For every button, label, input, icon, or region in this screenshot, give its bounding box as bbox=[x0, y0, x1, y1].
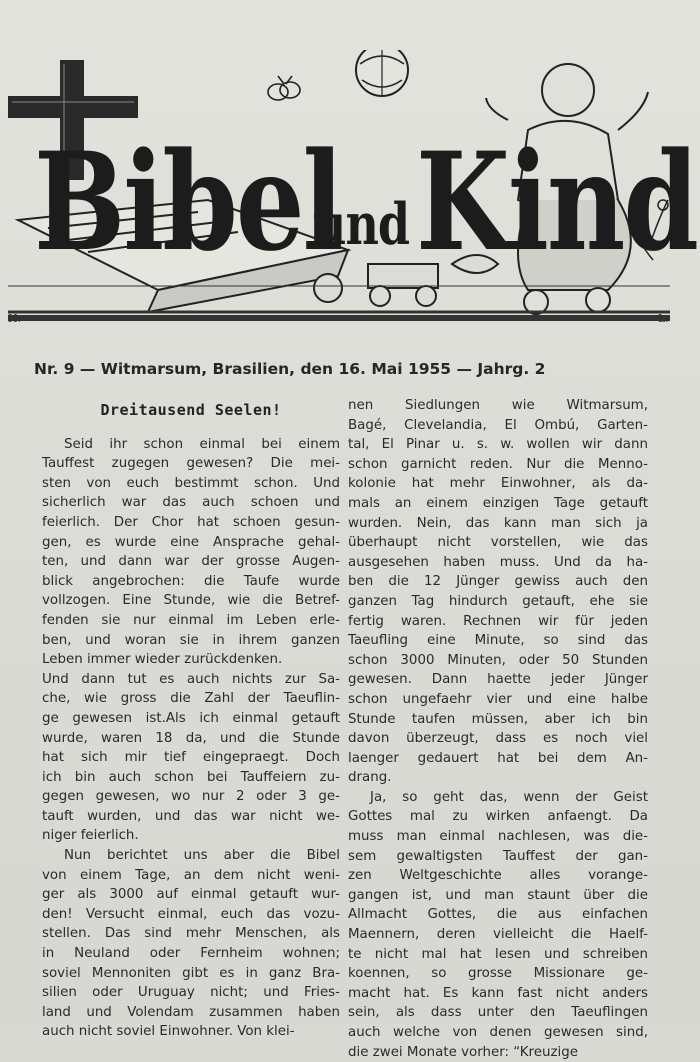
text-line: hat sich mir tief eingepraegt. Doch bbox=[42, 750, 340, 766]
text-line: fertig waren. Rechnen wir für jeden bbox=[348, 613, 648, 629]
text-line: blick angebrochen: die Taufe wurde bbox=[42, 573, 340, 589]
article-left-column bbox=[42, 395, 340, 1042]
text-line: zen Weltgeschichte alles vorange- bbox=[348, 868, 648, 884]
ball-icon bbox=[356, 50, 408, 96]
text-line: soviel Mennoniten gibt es in ganz Bra- bbox=[42, 965, 340, 981]
text-line: ganzen Tag hindurch getauft, ehe sie bbox=[348, 593, 648, 609]
masthead-title-bibel: Bibel bbox=[34, 124, 342, 282]
text-line: schon garnicht reden. Nur die Menno- bbox=[348, 456, 648, 472]
text-line: ge gewesen ist.Als ich einmal getauft bbox=[42, 710, 340, 726]
text-line: den! Versucht einmal, euch das vozu- bbox=[42, 906, 340, 922]
text-line: ten, und dann war der grosse Augen- bbox=[42, 554, 340, 570]
masthead-title-kind: Kind bbox=[416, 124, 697, 282]
text-line: Seid ihr schon einmal bei einem bbox=[64, 436, 340, 452]
text-line: Allmacht Gottes, die aus einfachen bbox=[348, 907, 648, 923]
text-line: te nicht mal hat lesen und schreiben bbox=[348, 946, 648, 962]
text-line: silien oder Uruguay nicht; und Fries- bbox=[42, 985, 340, 1001]
text-line: gegen gewesen, wo nur 2 oder 3 ge- bbox=[42, 789, 340, 805]
text-line: Tauffest zugegen gewesen? Die mei- bbox=[42, 456, 340, 472]
text-line: in Neuland oder Fernheim wohnen; bbox=[42, 946, 340, 962]
issue-line: Nr. 9 — Witmarsum, Brasilien, den 16. Mai 1955 — Jahrg. 2 bbox=[34, 360, 546, 378]
text-line: auch welche von denen gewesen sind, bbox=[348, 1025, 648, 1040]
text-line: gen, es wurde eine Ansprache gehal- bbox=[42, 534, 340, 550]
text-line: auch nicht soviel Einwohner. Von klei- bbox=[42, 1024, 295, 1040]
text-line: laenger gedauert hat bei dem An- bbox=[348, 750, 648, 766]
article-headline: Dreitausend Seelen! bbox=[100, 401, 282, 419]
text-line: Stunde taufen müssen, aber ich bin bbox=[348, 711, 648, 727]
text-line: nen Siedlungen wie Witmarsum, bbox=[348, 398, 648, 413]
text-line: ger als 3000 auf einmal getauft wur- bbox=[42, 887, 340, 903]
text-line: niger feierlich. bbox=[42, 828, 139, 844]
artist-mark-left: H. bbox=[8, 312, 22, 325]
text-line: macht hat. Es kann fast nicht anders bbox=[348, 985, 648, 1001]
artist-mark-right: L. bbox=[658, 312, 669, 325]
text-line: von einem Tage, an dem nicht weni- bbox=[42, 867, 340, 883]
text-line: ben die 12 Jünger gewiss auch den bbox=[348, 574, 648, 590]
text-line: fenden sie nur einmal im Leben erle- bbox=[42, 612, 340, 628]
text-line: sten von euch bestimmt schon. Und bbox=[42, 475, 340, 491]
text-line: überhaupt nicht vorstellen, wie das bbox=[348, 535, 648, 551]
text-line: schon 3000 Minuten, oder 50 Stunden bbox=[348, 652, 648, 668]
text-line: tal, El Pinar u. s. w. wollen wir dann bbox=[348, 437, 648, 453]
article-right-column bbox=[348, 396, 648, 1062]
text-line: muss man einmal nachlesen, was die- bbox=[348, 829, 648, 845]
text-line: tauft wurden, und das war nicht we- bbox=[42, 808, 340, 824]
text-line: Maennern, deren vielleicht die Haelf- bbox=[348, 927, 648, 943]
text-line: sem gewaltigsten Tauffest der gan- bbox=[348, 848, 648, 864]
text-line: Und dann tut es auch nichts zur Sa- bbox=[42, 671, 340, 687]
text-line: Leben immer wieder zurückdenken. bbox=[42, 652, 283, 668]
text-line: wurden. Nein, das kann man sich ja bbox=[348, 515, 648, 531]
left-column-text bbox=[42, 435, 340, 1042]
right-column-text bbox=[348, 396, 648, 1062]
text-line: Bagé, Clevelandia, El Ombú, Garten- bbox=[348, 417, 648, 433]
butterfly-icon bbox=[268, 76, 300, 100]
text-line: kolonie hat mehr Einwohner, als da- bbox=[348, 476, 648, 492]
text-line: drang. bbox=[348, 770, 392, 786]
text-line: land und Volendam zusammen haben bbox=[42, 1004, 340, 1020]
masthead bbox=[8, 50, 697, 330]
text-line: gangen ist, und man staunt über die bbox=[348, 887, 648, 903]
text-line: mals an einem einzigen Tage getauft bbox=[348, 495, 648, 511]
text-line: sicherlich war das auch schoen und bbox=[42, 495, 340, 511]
text-line: die zwei Monate vorher: “Kreuzige bbox=[348, 1044, 578, 1060]
text-line: Taeufling eine Minute, so sind das bbox=[348, 633, 648, 649]
text-line: koennen, so grosse Missionare ge- bbox=[348, 966, 648, 982]
text-line: che, wie gross die Zahl der Taeuflin- bbox=[42, 691, 340, 707]
text-line: Gottes mal zu wirken anfaengt. Da bbox=[348, 809, 648, 825]
text-line: ausgesehen haben muss. Und da ha- bbox=[348, 554, 648, 570]
text-line: ben, und woran sie in ihrem ganzen bbox=[42, 632, 340, 648]
text-line: sein, als dass unter den Taeuflingen bbox=[348, 1005, 648, 1021]
text-line: feierlich. Der Chor hat schoen gesun- bbox=[42, 514, 340, 530]
text-line: davon überzeugt, dass es noch viel bbox=[348, 731, 648, 747]
text-line: ich bin auch schon bei Tauffeiern zu- bbox=[42, 769, 340, 785]
masthead-title-und: und bbox=[313, 190, 410, 258]
text-line: vollzogen. Eine Stunde, wie die Betref- bbox=[42, 593, 340, 609]
text-line: gewesen. Dann haette jeder Jünger bbox=[348, 672, 648, 688]
text-line: Nun berichtet uns aber die Bibel bbox=[64, 848, 340, 864]
text-line: schon ungefaehr vier und eine halbe bbox=[348, 691, 648, 707]
text-line: Ja, so geht das, wenn der Geist bbox=[370, 789, 648, 805]
text-line: stellen. Das sind mehr Menschen, als bbox=[42, 926, 340, 942]
text-line: wurde, waren 18 da, und die Stunde bbox=[42, 730, 340, 746]
